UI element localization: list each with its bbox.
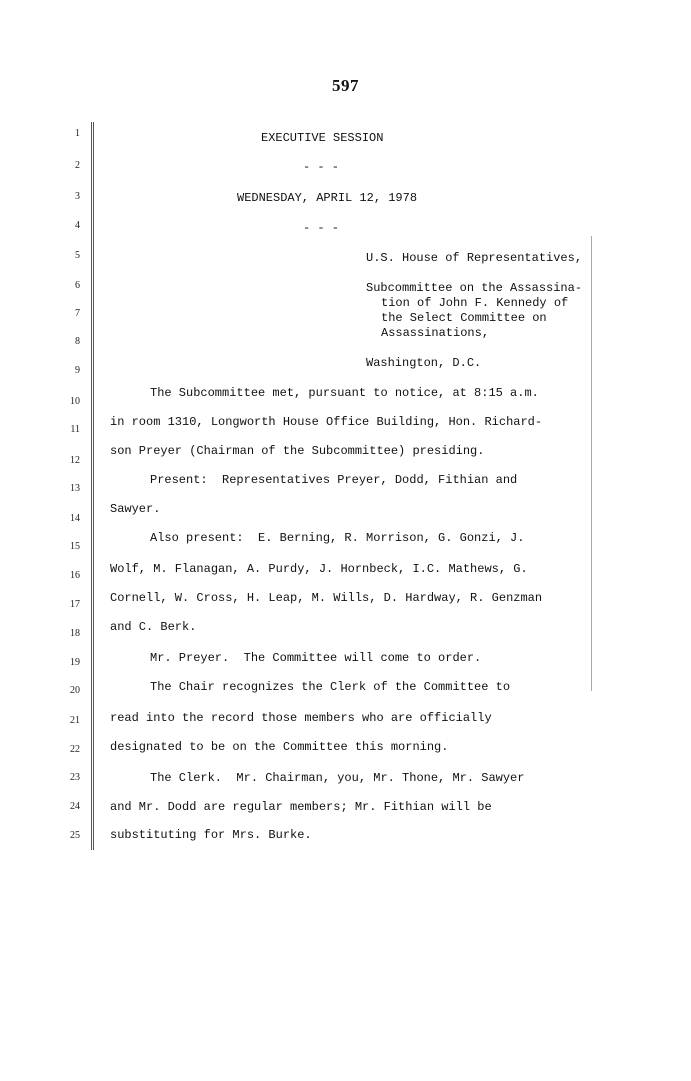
body-line: and C. Berk. (110, 620, 197, 634)
body-line: The Subcommittee met, pursuant to notice, at 8:15 a.m. (150, 386, 539, 400)
page-number: 597 (332, 76, 359, 95)
session-title: EXECUTIVE SESSION (261, 131, 384, 145)
line-number: 21 (70, 715, 80, 726)
address-subcommittee-line: the Select Committee on (381, 311, 547, 325)
line-number: 8 (75, 336, 80, 347)
right-margin-rule (591, 236, 592, 691)
body-line: Wolf, M. Flanagan, A. Purdy, J. Hornbeck, I.C. Mathews, G. (110, 562, 528, 576)
body-line: in room 1310, Longworth House Office Building, Hon. Richard- (110, 415, 543, 429)
body-line: The Clerk. Mr. Chairman, you, Mr. Thone, Mr. Sawyer (150, 771, 525, 785)
line-number: 17 (70, 599, 80, 610)
session-date: WEDNESDAY, APRIL 12, 1978 (237, 191, 418, 205)
separator: - - - (303, 160, 340, 174)
separator: - - - (303, 221, 340, 235)
line-number: 6 (75, 280, 80, 291)
line-number: 15 (70, 541, 80, 552)
body-line: Cornell, W. Cross, H. Leap, M. Wills, D. Hardway, R. Genzman (110, 591, 543, 605)
body-line: Present: Representatives Preyer, Dodd, Fithian and (150, 473, 518, 487)
line-number: 10 (70, 396, 80, 407)
line-number: 16 (70, 570, 80, 581)
line-number: 7 (75, 308, 80, 319)
line-number: 12 (70, 455, 80, 466)
body-line: son Preyer (Chairman of the Subcommittee) presiding. (110, 444, 485, 458)
body-line: read into the record those members who are officially (110, 711, 492, 725)
body-line: Mr. Preyer. The Committee will come to order. (150, 651, 482, 665)
left-margin-rule (91, 122, 94, 850)
line-number: 13 (70, 483, 80, 494)
address-subcommittee-line: Subcommittee on the Assassina- (366, 281, 583, 295)
line-number: 3 (75, 191, 80, 202)
body-line: and Mr. Dodd are regular members; Mr. Fithian will be (110, 800, 492, 814)
body-line: Also present: E. Berning, R. Morrison, G. Gonzi, J. (150, 531, 525, 545)
address-house: U.S. House of Representatives, (366, 251, 583, 265)
line-number: 19 (70, 657, 80, 668)
body-line: designated to be on the Committee this morning. (110, 740, 449, 754)
line-number: 4 (75, 220, 80, 231)
line-number: 24 (70, 801, 80, 812)
line-number: 18 (70, 628, 80, 639)
line-number: 23 (70, 772, 80, 783)
line-number: 1 (75, 128, 80, 139)
line-number: 9 (75, 365, 80, 376)
address-subcommittee-line: tion of John F. Kennedy of (381, 296, 569, 310)
address-subcommittee-line: Assassinations, (381, 326, 490, 340)
line-number: 20 (70, 685, 80, 696)
line-number: 25 (70, 830, 80, 841)
address-place: Washington, D.C. (366, 356, 482, 370)
line-number: 11 (70, 424, 80, 435)
line-number: 14 (70, 513, 80, 524)
body-line: substituting for Mrs. Burke. (110, 828, 312, 842)
line-number: 2 (75, 160, 80, 171)
body-line: Sawyer. (110, 502, 161, 516)
line-number: 22 (70, 744, 80, 755)
body-line: The Chair recognizes the Clerk of the Committee to (150, 680, 511, 694)
line-number: 5 (75, 250, 80, 261)
